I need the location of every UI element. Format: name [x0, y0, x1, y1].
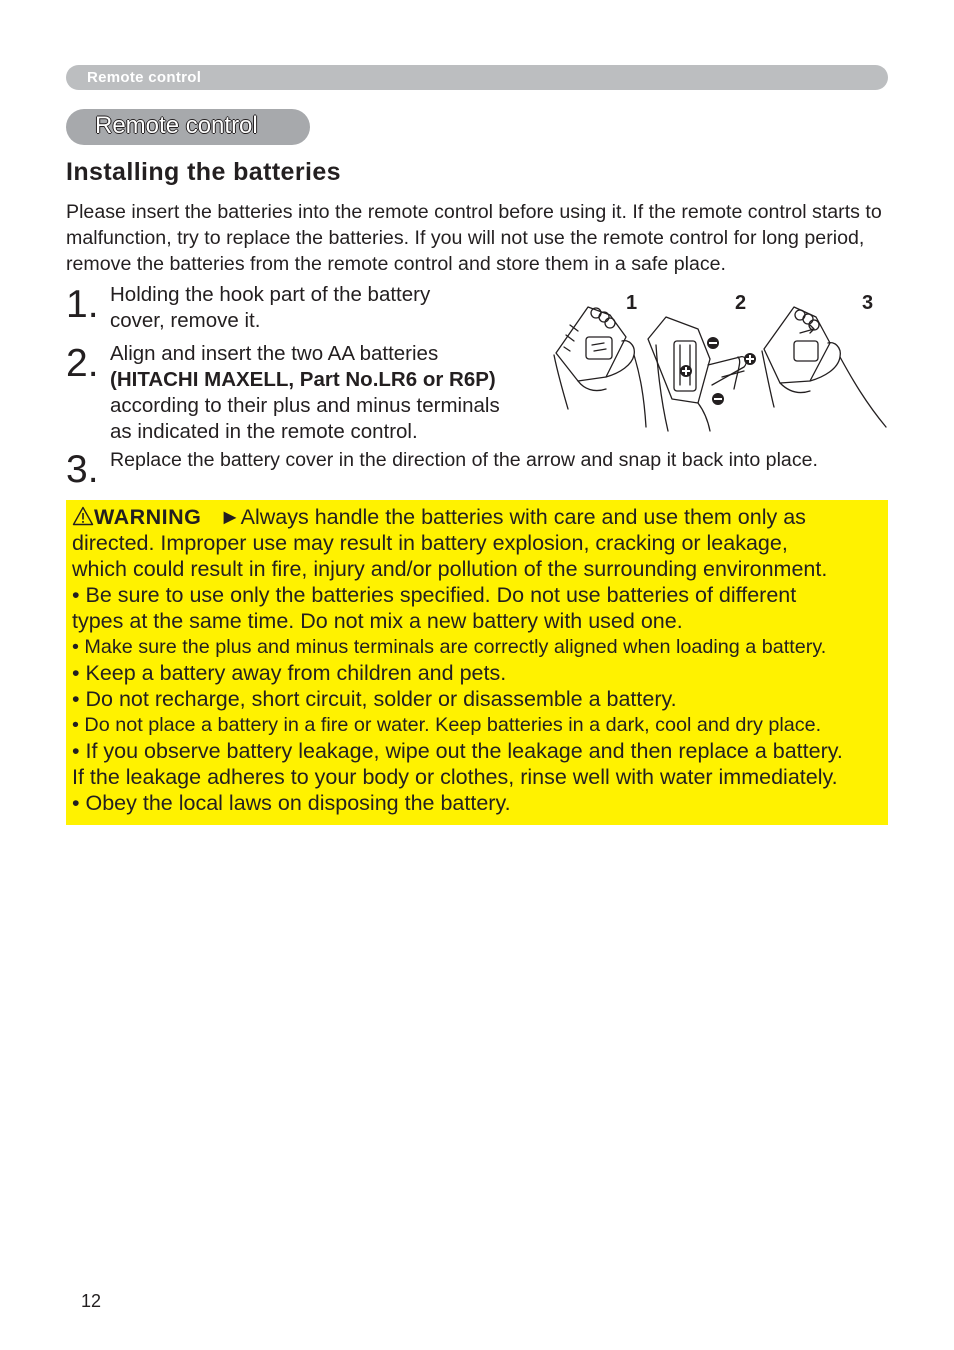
step-3-number: 3. [66, 448, 99, 491]
warning-first-line [72, 505, 806, 530]
figure-label-1: 1 [626, 292, 638, 314]
step-1-text [110, 282, 430, 334]
step-2-number: 2. [66, 342, 99, 385]
step-3-text [110, 447, 818, 473]
section-pill [66, 109, 310, 145]
step-3-hand-remote-drawing [762, 307, 886, 427]
step-2-part-number: (HITACHI MAXELL, Part No.LR6 or R6P) [110, 368, 496, 391]
step-1-hand-remote-drawing [554, 307, 646, 427]
page-number: 12 [81, 1291, 102, 1311]
step-2-line: Align and insert the two AA batteries [110, 342, 439, 365]
warning-line: If the leakage adheres to your body or clothes, rinse well with water immediately. [72, 765, 838, 789]
figure-label-3: 3 [862, 292, 874, 314]
warning-triangle-icon [72, 506, 94, 526]
page-heading: Installing the batteries [66, 158, 341, 186]
warning-line: • Do not recharge, short circuit, solder or disassemble a battery. [72, 687, 677, 711]
page-header-bar [66, 65, 888, 90]
warning-line: directed. Improper use may result in battery explosion, cracking or leakage, [72, 531, 788, 555]
section-pill-label: Remote control [95, 112, 258, 139]
warning-label: WARNING [94, 505, 202, 529]
warning-line: • Make sure the plus and minus terminals are correctly aligned when loading a battery. [72, 636, 827, 658]
warning-box [66, 500, 888, 825]
battery-install-illustration [548, 285, 890, 435]
step-2-hand-remote-drawing [648, 317, 746, 431]
warning-arrow: ► [219, 505, 241, 529]
figure-label-2: 2 [735, 292, 747, 314]
step-1-line: cover, remove it. [110, 309, 261, 332]
warning-line: • Be sure to use only the batteries specified. Do not use batteries of different [72, 583, 797, 607]
warning-line: Always handle the batteries with care and use them only as [240, 505, 806, 529]
warning-line: • Keep a battery away from children and pets. [72, 661, 507, 685]
intro-paragraph: Please insert the batteries into the remote control before using it. If the remote control starts to malfunction, try to replace the batteries. If you will not use the remote control for long period, remove the batteries from the remote control and store them in a safe place. [66, 201, 882, 275]
warning-line: • Obey the local laws on disposing the battery. [72, 791, 511, 815]
step-2-line: according to their plus and minus terminals [110, 394, 500, 417]
step-3-line: Replace the battery cover in the direction of the arrow and snap it back into place. [110, 449, 818, 471]
step-1-number: 1. [66, 283, 99, 326]
battery-install-drawing [548, 285, 890, 435]
step-2-line: as indicated in the remote control. [110, 420, 418, 443]
step-1-line: Holding the hook part of the battery [110, 283, 431, 306]
warning-line: • Do not place a battery in a fire or water. Keep batteries in a dark, cool and dry place. [72, 714, 822, 736]
page-header-title: Remote control [87, 69, 202, 86]
step-2-text [110, 341, 500, 445]
warning-line: which could result in fire, injury and/or pollution of the surrounding environment. [72, 557, 828, 581]
warning-line: types at the same time. Do not mix a new battery with used one. [72, 609, 683, 633]
warning-line: • If you observe battery leakage, wipe out the leakage and then replace a battery. [72, 739, 843, 763]
